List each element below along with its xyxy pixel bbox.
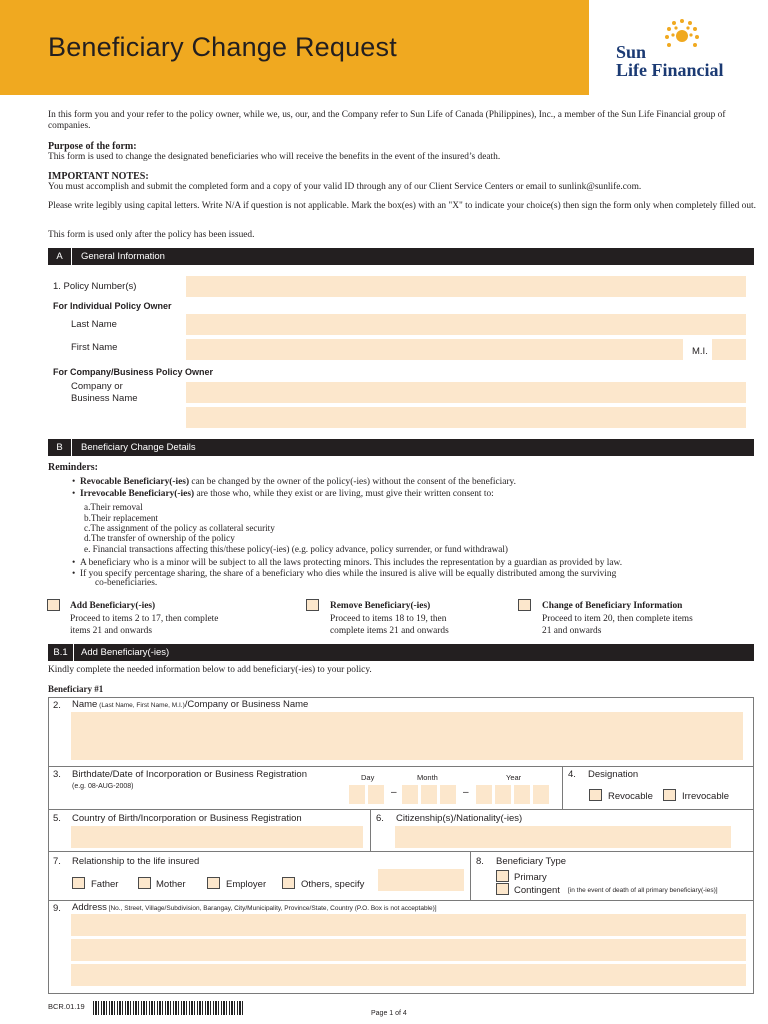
q3-label: Birthdate/Date of Incorporation or Business Registration — [72, 769, 307, 780]
mi-field[interactable] — [712, 339, 746, 360]
revocable-label: Revocable — [608, 791, 653, 802]
month-char-1[interactable] — [402, 785, 418, 804]
month-char-2[interactable] — [421, 785, 437, 804]
add-beneficiary-checkbox[interactable] — [47, 599, 60, 611]
address-field-1[interactable] — [71, 914, 746, 936]
q6-number: 6. — [376, 813, 384, 824]
q2-label — [72, 699, 308, 710]
after-issue-note: This form is used only after the policy has been issued. — [48, 230, 255, 240]
q2-label-hint: (Last Name, First Name, M.I.) — [97, 702, 185, 709]
day-label: Day — [361, 773, 375, 782]
employer-label: Employer — [226, 879, 267, 890]
barcode — [93, 1001, 243, 1015]
q3-number: 3. — [53, 769, 61, 780]
q7-number: 7. — [53, 856, 61, 867]
section-b1-letter: B.1 — [48, 644, 74, 661]
sun-logo-icon — [662, 16, 702, 56]
contingent-note: [in the event of death of all primary beneficiary(-ies)] — [568, 887, 718, 894]
remove-option-title: Remove Beneficiary(-ies) — [330, 601, 431, 611]
change-option-line2: 21 and onwards — [542, 626, 602, 636]
intro-paragraph: In this form you and your refer to the policy owner, while we, us, our, and the Company refer to Sun Life of Canada (Philippines), Inc., a member of the Sun Life Financial group of companies. — [48, 110, 726, 131]
date-dash-2: – — [463, 787, 469, 798]
q2-label-rest: /Company or Business Name — [184, 699, 309, 710]
reminder-sharing: • If you specify percentage sharing, the share of a beneficiary who dies while the insured is alive will be equally distributed among the surviving — [72, 569, 617, 579]
page-title: Beneficiary Change Request — [48, 32, 397, 62]
sub-item-d: d.The transfer of ownership of the policy — [84, 533, 235, 543]
q7-label: Relationship to the life insured — [72, 856, 200, 867]
first-name-field[interactable] — [186, 339, 683, 360]
company-name-field-1[interactable] — [186, 382, 746, 403]
year-digit-1[interactable] — [476, 785, 492, 804]
irrevocable-label: Irrevocable — [682, 791, 729, 802]
minor-text: A beneficiary who is a minor will be subject to all the laws protecting minors. This includes the representation by a guardian as provided by law. — [79, 558, 623, 568]
country-of-birth-field[interactable] — [71, 826, 363, 848]
q5-number: 5. — [53, 813, 61, 824]
father-label: Father — [91, 879, 119, 890]
month-char-3[interactable] — [440, 785, 456, 804]
others-checkbox[interactable] — [282, 877, 295, 889]
section-b1-title: Add Beneficiary(-ies) — [81, 647, 170, 658]
date-dash-1: – — [391, 787, 397, 798]
section-b-letter: B — [48, 439, 72, 456]
business-name-label: Business Name — [71, 393, 138, 404]
remove-option-line2: complete items 21 and onwards — [330, 626, 449, 636]
q4-number: 4. — [568, 769, 576, 780]
brand-name-line1: Sun — [616, 42, 647, 62]
sub-item-a: a.Their removal — [84, 502, 143, 512]
contingent-checkbox[interactable] — [496, 883, 509, 895]
remove-beneficiary-option — [330, 600, 449, 638]
q5-label: Country of Birth/Incorporation or Business Registration — [72, 813, 302, 824]
company-name-field-2[interactable] — [186, 407, 746, 428]
header-banner — [0, 0, 589, 95]
q6-label: Citizenship(s)/Nationality(-ies) — [396, 813, 523, 824]
q8-label: Beneficiary Type — [496, 856, 567, 867]
q2-number: 2. — [53, 700, 61, 711]
revocable-text: can be changed by the owner of the policy(-ies) without the consent of the beneficiary. — [189, 477, 516, 487]
change-option-title: Change of Beneficiary Information — [542, 601, 683, 611]
remove-option-line1: Proceed to items 18 to 19, then — [330, 613, 447, 624]
page-number: Page 1 of 4 — [371, 1010, 407, 1017]
add-option-line2: items 21 and onwards — [70, 626, 153, 636]
remove-beneficiary-checkbox[interactable] — [306, 599, 319, 611]
add-option-line1: Proceed to items 2 to 17, then complete — [70, 613, 219, 624]
q4-label: Designation — [588, 769, 639, 780]
section-b-title: Beneficiary Change Details — [81, 442, 196, 453]
change-option-line1: Proceed to item 20, then complete items — [542, 613, 693, 624]
day-digit-2[interactable] — [368, 785, 384, 804]
notes-heading: IMPORTANT NOTES: — [48, 171, 149, 182]
policy-numbers-label: 1. Policy Number(s) — [53, 281, 137, 292]
b1-instruction: Kindly complete the needed information below to add beneficiary(-ies) to your policy. — [48, 665, 372, 675]
address-field-3[interactable] — [71, 964, 746, 986]
reminders-heading: Reminders: — [48, 462, 98, 473]
q9-label — [72, 902, 437, 913]
others-specify-field[interactable] — [378, 869, 464, 891]
policy-numbers-field[interactable] — [186, 276, 746, 297]
revocable-bold: Revocable Beneficiary(-ies) — [79, 477, 190, 487]
brand-name-line2: Life Financial — [616, 60, 724, 80]
notes-text: You must accomplish and submit the completed form and a copy of your valid ID through any of our Client Service Centers or email to sunlink@sunlife.com. — [48, 182, 642, 192]
sub-item-b: b.Their replacement — [84, 513, 158, 523]
section-a-title: General Information — [81, 251, 165, 262]
citizenship-field[interactable] — [395, 826, 731, 848]
purpose-heading: Purpose of the form: — [48, 141, 137, 152]
section-a-header — [48, 248, 754, 265]
day-digit-1[interactable] — [349, 785, 365, 804]
month-label: Month — [417, 773, 438, 782]
address-field-2[interactable] — [71, 939, 746, 961]
primary-label: Primary — [514, 872, 547, 883]
year-digit-2[interactable] — [495, 785, 511, 804]
irrevocable-checkbox[interactable] — [663, 789, 676, 801]
others-label: Others, specify — [301, 879, 365, 890]
irrevocable-bold: Irrevocable Beneficiary(-ies) — [79, 489, 195, 499]
q9-number: 9. — [53, 903, 61, 914]
change-info-option — [542, 600, 693, 638]
irrevocable-text: are those who, while they exist or are living, must give their written consent to: — [194, 489, 494, 499]
q9-label-hint: [No., Street, Village/Subdivision, Barangay, City/Municipality, Province/State, Country (P.O. Box is not acceptable)] — [106, 905, 437, 912]
sub-item-e: e. Financial transactions affecting this/these policy(-ies) (e.g. policy advance, policy surrender, or fund withdrawal) — [84, 544, 508, 554]
mother-label: Mother — [156, 879, 186, 890]
q8-number: 8. — [476, 856, 484, 867]
last-name-field[interactable] — [186, 314, 746, 335]
sharing-text-cont: co-beneficiaries. — [95, 578, 158, 588]
employer-checkbox[interactable] — [207, 877, 220, 889]
primary-checkbox[interactable] — [496, 870, 509, 882]
individual-owner-heading: For Individual Policy Owner — [53, 301, 172, 311]
reminder-revocable: • Revocable Beneficiary(-ies) can be changed by the owner of the policy(-ies) without the consent of the beneficiary. — [72, 477, 516, 487]
legibly-note: Please write legibly using capital letters. Write N/A if question is not applicable. Mark the box(es) with an "X" to indicate your choice(s) then sign the form only when completely filled out. — [48, 201, 756, 211]
sun-life-logo — [616, 16, 768, 82]
company-label: Company or — [71, 381, 123, 392]
q9-label-main: Address — [72, 902, 107, 913]
reminder-minor: • A beneficiary who is a minor will be subject to all the laws protecting minors. This includes the representation by a guardian as provided by law. — [72, 558, 623, 568]
section-b-header — [48, 439, 754, 456]
section-a-letter: A — [48, 248, 72, 265]
contingent-label: Contingent — [514, 885, 560, 896]
section-b1-header — [48, 644, 754, 661]
add-beneficiary-option — [70, 600, 218, 638]
reminder-irrevocable: • Irrevocable Beneficiary(-ies) are those who, while they exist or are living, must give their written consent to: — [72, 489, 494, 499]
company-owner-heading: For Company/Business Policy Owner — [53, 367, 214, 377]
first-name-label: First Name — [71, 342, 118, 353]
sharing-text: If you specify percentage sharing, the share of a beneficiary who dies while the insured is alive will be equally distributed among the surviving — [79, 569, 617, 579]
form-code: BCR.01.19 — [48, 1002, 85, 1011]
mother-checkbox[interactable] — [138, 877, 151, 889]
sub-item-c: c.The assignment of the policy as collateral security — [84, 523, 275, 533]
revocable-checkbox[interactable] — [589, 789, 602, 801]
q2-label-main: Name — [72, 699, 98, 710]
beneficiary-name-field[interactable] — [71, 712, 743, 760]
father-checkbox[interactable] — [72, 877, 85, 889]
add-option-title: Add Beneficiary(-ies) — [70, 601, 156, 611]
q3-example: (e.g. 08-AUG-2008) — [72, 783, 134, 790]
purpose-text: This form is used to change the designated beneficiaries who will receive the benefits in the event of the insured’s death. — [48, 152, 501, 162]
year-digit-3[interactable] — [514, 785, 530, 804]
year-digit-4[interactable] — [533, 785, 549, 804]
mi-label: M.I. — [692, 346, 708, 357]
year-label: Year — [506, 773, 522, 782]
change-info-checkbox[interactable] — [518, 599, 531, 611]
last-name-label: Last Name — [71, 319, 117, 330]
beneficiary-1-heading: Beneficiary #1 — [48, 684, 104, 694]
